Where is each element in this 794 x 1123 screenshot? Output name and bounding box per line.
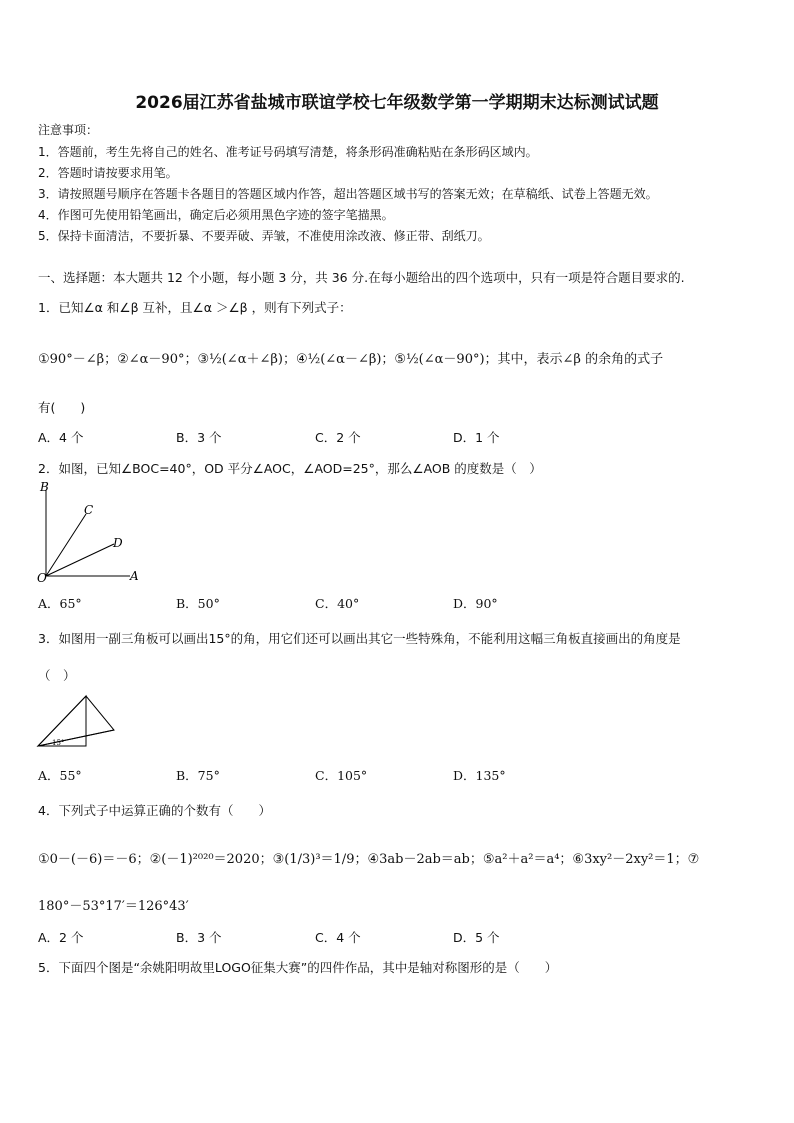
question-1-continuation: 有( ) [38,400,86,415]
option-a: A．4 个 [38,430,84,445]
question-4-stem: 4．下列式子中运算正确的个数有（ ） [38,803,271,818]
label-o: O [37,571,47,585]
label-a: A [130,569,139,583]
question-1-expressions: ①90°－∠β；②∠α－90°；③½(∠α＋∠β)；④½(∠α－∠β)；⑤½(∠α－90°)；其中，表示∠β 的余角的式子 [38,352,664,367]
notes-heading: 注意事项： [38,123,99,137]
question-1-stem: 1．已知∠α 和∠β 互补，且∠α ＞∠β ，则有下列式子： [38,300,352,315]
option-b: B．3 个 [176,930,222,945]
label-c: C [84,503,94,517]
option-c: C．4 个 [315,930,361,945]
question-2-stem: 2．如图，已知∠BOC=40°，OD 平分∠AOC，∠AOD=25°，那么∠AOB 的度数是（ ） [38,461,542,476]
question-3-continuation: （ ） [38,668,76,683]
option-b: B．50° [176,596,220,611]
page-title: 2026届江苏省盐城市联谊学校七年级数学第一学期期末达标测试试题 [135,93,659,113]
option-d: D．5 个 [453,930,500,945]
option-c: C．40° [315,596,360,611]
option-c: C．2 个 [315,430,361,445]
option-a: A．2 个 [38,930,84,945]
triangle-ruler-figure [34,692,118,750]
question-3-stem: 3．如图用一副三角板可以画出15°的角，用它们还可以画出其它一些特殊角，不能利用这幅三角板直接画出的角度是 [38,631,681,646]
question-5-stem: 5．下面四个图是“余姚阳明故里LOGO征集大赛”的四件作品，其中是轴对称图形的是（ ） [38,960,558,975]
note-item: 3．请按照题号顺序在答题卡各题目的答题区域内作答，超出答题区域书写的答案无效；在草稿纸、试卷上答题无效。 [38,187,658,201]
section-heading: 一、选择题：本大题共 12 个小题，每小题 3 分，共 36 分.在每小题给出的四个选项中，只有一项是符合题目要求的. [38,270,685,285]
option-b: B．3 个 [176,430,222,445]
option-a: A．55° [38,768,82,783]
option-d: D．1 个 [453,430,500,445]
angle-label: 15° [52,739,65,747]
option-a: A．65° [38,596,82,611]
label-d: D [113,536,123,550]
note-item: 1．答题前，考生先将自己的姓名、准考证号码填写清楚，将条形码准确粘贴在条形码区域内。 [38,145,538,159]
option-d: D．135° [453,768,506,783]
option-c: C．105° [315,768,368,783]
note-item: 4．作图可先使用铅笔画出，确定后必须用黑色字迹的签字笔描黑。 [38,208,394,222]
angle-figure [34,478,144,586]
question-4-expressions: ①0－(－6)＝－6；②(－1)²⁰²⁰＝2020；③(1/3)³＝1/9；④3ab－2ab＝ab；⑤a²＋a²＝a⁴；⑥3xy²－2xy²＝1；⑦ [38,852,700,867]
note-item: 5．保持卡面清洁，不要折暴、不要弄破、弄皱，不准使用涂改液、修正带、刮纸刀。 [38,229,490,243]
option-d: D．90° [453,596,498,611]
option-b: B．75° [176,768,220,783]
question-4-continuation: 180°－53°17′＝126°43′ [38,899,189,914]
label-b: B [40,480,49,494]
note-item: 2．答题时请按要求用笔。 [38,166,178,180]
